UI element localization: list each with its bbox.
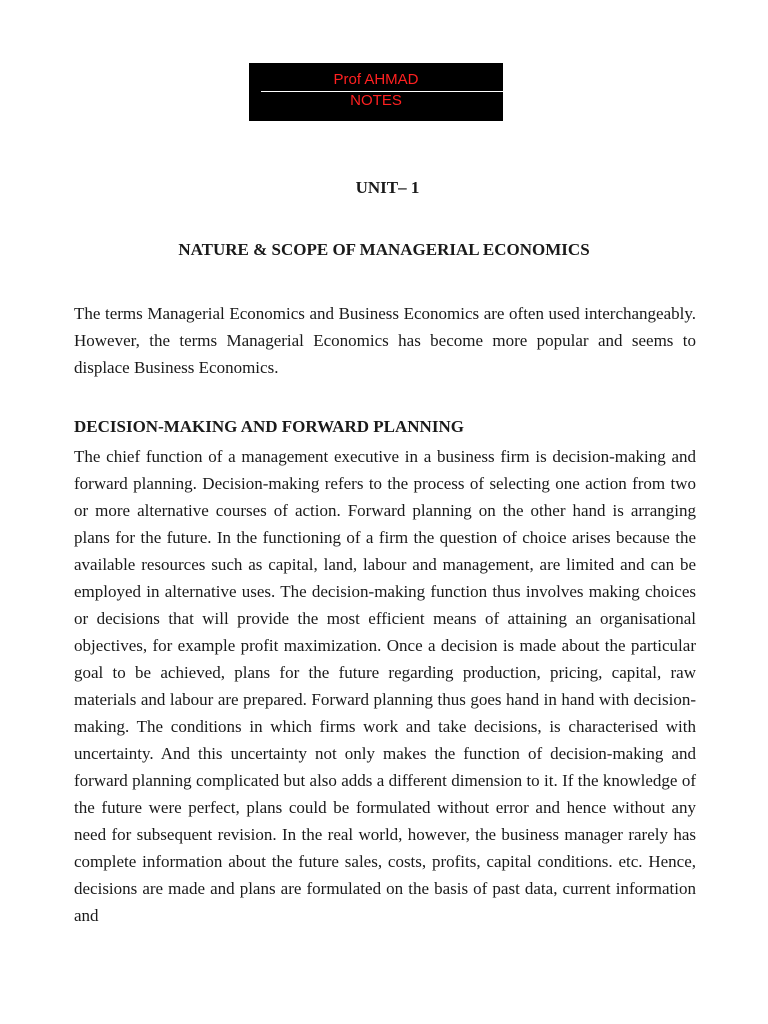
section-paragraph: The chief function of a management executive in a business firm is decision-making and forward planning. Decision-making refers to the process of selecting one action from two or more alternative courses of action. Forward planning on the other hand is arranging plans for the future. In the functioning of a firm the question of choice arises because the available resources such as capital, land, labour and management, are limited and can be employed in alternative uses. The decision-making function thus involves making choices or decisions that will provide the most efficient means of attaining an organisational objectives, for example profit maximization. Once a decision is made about the particular goal to be achieved, plans for the future regarding production, pricing, capital, raw materials and labour are prepared. Forward planning thus goes hand in hand with decision-making. The conditions in which firms work and take decisions, is characterised with uncertainty. And this uncertainty not only makes the function of decision-making and forward planning complicated but also adds a different dimension to it. If the knowledge of the future were perfect, plans could be formulated without error and hence without any need for subsequent revision. In the real world, however, the business manager rarely has complete information about the future sales, costs, profits, capital conditions. etc. Hence, decisions are made and plans are formulated on the basis of past data, current information and	[74, 447, 696, 925]
unit-heading: UNIT– 1	[355, 178, 420, 197]
section-heading: DECISION-MAKING AND FORWARD PLANNING	[74, 417, 464, 436]
banner-notes-label: NOTES	[350, 92, 402, 109]
intro-paragraph: The terms Managerial Economics and Business Economics are often used interchangeably. However, the terms Managerial Economics has become more popular and seems to displace Business Economics.	[74, 304, 696, 377]
banner-author-name: Prof AHMAD	[333, 71, 419, 88]
chapter-title: NATURE & SCOPE OF MANAGERIAL ECONOMICS	[178, 240, 590, 259]
author-banner	[249, 63, 503, 121]
